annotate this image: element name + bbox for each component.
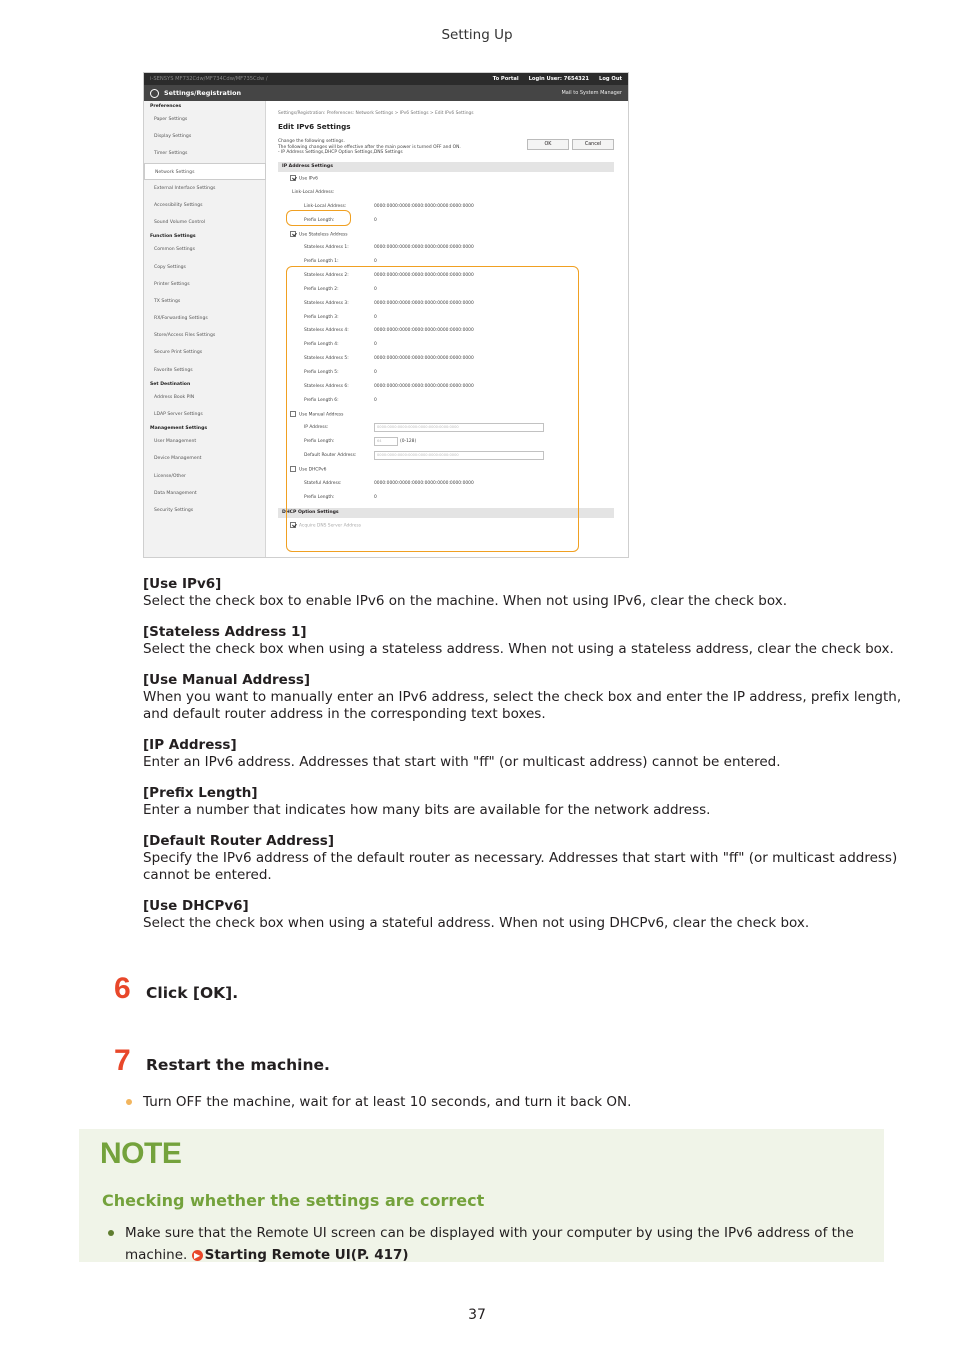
definition-term: [Stateless Address 1] xyxy=(143,624,307,640)
step-number: 7 xyxy=(114,1044,131,1077)
bullet-dot-icon xyxy=(126,1099,132,1105)
running-header: Setting Up xyxy=(441,27,513,43)
sidebar-item[interactable]: TX Settings xyxy=(154,298,181,304)
restart-bullet xyxy=(126,1094,631,1110)
breadcrumb: Settings/Registration: Preferences: Network Settings > IPv6 Settings > Edit IPv6 Settings xyxy=(278,111,474,116)
bullet-dot-icon xyxy=(108,1230,114,1236)
ip-address-label: IP Address: xyxy=(304,425,329,431)
stateless-prefix-value: 0 xyxy=(374,342,377,348)
note-heading: NOTE xyxy=(100,1137,182,1170)
highlight-address-block xyxy=(286,266,579,552)
link-arrow-icon: ▶ xyxy=(192,1250,203,1261)
definition-item xyxy=(143,737,903,771)
definition-list xyxy=(143,576,903,946)
sidebar-group: Preferences xyxy=(150,104,182,109)
use-stateless-label: Use Stateless Address xyxy=(299,232,348,238)
use-stateless-checkbox[interactable] xyxy=(290,231,296,237)
router-address-input[interactable]: 0000:0000:0000:0000:0000:0000:0000:0000 xyxy=(374,451,544,460)
definition-item xyxy=(143,785,903,819)
definition-term: [Default Router Address] xyxy=(143,833,334,849)
stateful-prefix-label: Prefix Length: xyxy=(304,494,335,500)
definition-item xyxy=(143,898,903,932)
definition-desc: Enter a number that indicates how many bits are available for the network address. xyxy=(143,802,711,818)
top-bar xyxy=(144,73,628,85)
sidebar-group: Set Destination xyxy=(150,381,191,387)
prefix-length-value: 0 xyxy=(374,217,377,223)
stateful-address-label: Stateful Address: xyxy=(304,480,342,486)
sidebar-item[interactable]: Secure Print Settings xyxy=(154,350,203,356)
note-line: - IP Address Settings,DHCP Option Settings,DNS Settings xyxy=(278,150,403,156)
use-dhcpv6-label: Use DHCPv6 xyxy=(299,467,327,473)
definition-desc: When you want to manually enter an IPv6 address, select the check box and enter the IP address, prefix length, and default router address in the corresponding text boxes. xyxy=(143,689,902,722)
stateless-prefix-value: 0 xyxy=(374,286,377,292)
sidebar-item[interactable]: Paper Settings xyxy=(154,117,188,122)
definition-term: [Use IPv6] xyxy=(143,576,222,592)
stateless-address-value: 0000:0000:0000:0000:0000:0000:0000:0000 xyxy=(374,383,474,389)
cancel-button[interactable]: Cancel xyxy=(572,139,614,150)
stateless-address-value: 0000:0000:0000:0000:0000:0000:0000:0000 xyxy=(374,300,474,306)
stateless-address-label: Stateless Address 4: xyxy=(304,328,349,334)
device-name: i-SENSYS MF732Cdw/MF734Cdw/MF735Cdw / xyxy=(150,76,268,82)
stateless-prefix-label: Prefix Length 1: xyxy=(304,259,339,265)
note-subheading: Checking whether the settings are correct xyxy=(102,1191,485,1210)
stateless-prefix-value: 0 xyxy=(374,370,377,376)
sidebar-item[interactable]: LDAP Server Settings xyxy=(154,412,203,417)
link-local-group-label: Link-Local Address: xyxy=(292,190,335,196)
stateful-address-value: 0000:0000:0000:0000:0000:0000:0000:0000 xyxy=(374,480,474,486)
stateless-prefix-label: Prefix Length 5: xyxy=(304,370,339,376)
definition-item xyxy=(143,624,903,658)
stateless-address-value: 0000:0000:0000:0000:0000:0000:0000:0000 xyxy=(374,328,474,334)
settings-icon xyxy=(150,89,159,98)
stateless-prefix-label: Prefix Length 3: xyxy=(304,314,339,320)
note-text: Make sure that the Remote UI screen can be displayed with your computer by using the IPv6 address of the machine. xyxy=(125,1225,854,1263)
definition-item xyxy=(143,833,903,884)
use-ipv6-checkbox[interactable] xyxy=(290,175,296,181)
stateless-prefix-label: Prefix Length 4: xyxy=(304,342,339,348)
sidebar-item[interactable]: Favorite Settings xyxy=(154,367,193,373)
stateless-address-value: 0000:0000:0000:0000:0000:0000:0000:0000 xyxy=(374,356,474,362)
sidebar-item[interactable]: User Management xyxy=(154,439,197,445)
note-line: Change the following settings. xyxy=(278,139,345,144)
note-box xyxy=(79,1129,884,1262)
step-text: Click [OK]. xyxy=(146,984,239,1002)
note-body xyxy=(125,1222,865,1266)
page-title: Edit IPv6 Settings xyxy=(278,122,351,131)
title-bar xyxy=(144,85,628,101)
definition-item xyxy=(143,672,903,723)
stateless-address-label: Stateless Address 2: xyxy=(304,273,349,279)
definition-term: [Use DHCPv6] xyxy=(143,898,249,914)
to-portal-link[interactable]: To Portal xyxy=(492,76,519,82)
definition-term: [IP Address] xyxy=(143,737,237,753)
login-user: Login User: 7654321 xyxy=(528,76,590,82)
sidebar-group: Management Settings xyxy=(150,426,208,432)
mail-system-manager-link[interactable]: Mail to System Manager xyxy=(561,90,622,96)
stateless-address-label: Stateless Address 3: xyxy=(304,300,349,306)
stateless-address-value: 0000:0000:0000:0000:0000:0000:0000:0000 xyxy=(374,273,474,279)
sidebar-item[interactable]: Common Settings xyxy=(154,247,195,253)
sidebar-item[interactable]: Security Settings xyxy=(154,507,194,513)
prefix-length-label: Prefix Length: xyxy=(304,217,335,223)
sidebar-item[interactable]: License/Other xyxy=(154,473,186,479)
manual-prefix-label: Prefix Length: xyxy=(304,439,335,445)
acquire-dns-label: Acquire DNS Server Address xyxy=(299,523,362,529)
dhcp-option-settings-header: DHCP Option Settings xyxy=(278,508,614,518)
sidebar-item[interactable]: Store/Access Files Settings xyxy=(154,333,216,339)
sidebar-item[interactable]: Address Book PIN xyxy=(154,394,195,400)
manual-prefix-range: (0-128) xyxy=(400,439,417,445)
ok-button[interactable]: OK xyxy=(527,139,569,150)
definition-desc: Select the check box when using a stateful address. When not using DHCPv6, clear the check box. xyxy=(143,915,810,931)
step-number: 6 xyxy=(114,972,131,1005)
stateless-prefix-value: 0 xyxy=(374,397,377,403)
bullet-text: Turn OFF the machine, wait for at least 10 seconds, and turn it back ON. xyxy=(143,1094,632,1110)
sidebar-item[interactable]: Printer Settings xyxy=(154,281,190,287)
stateless-address-value: 0000:0000:0000:0000:0000:0000:0000:0000 xyxy=(374,245,474,251)
step-7 xyxy=(114,1044,330,1078)
highlight-use-ipv6 xyxy=(286,210,351,226)
ip-address-input[interactable]: 0000:0000:0000:0000:0000:0000:0000:0000 xyxy=(374,423,544,432)
stateful-prefix-value: 0 xyxy=(374,494,377,500)
use-manual-label: Use Manual Address xyxy=(299,412,344,418)
remote-ui-link[interactable]: Starting Remote UI(P. 417) xyxy=(204,1247,409,1263)
ip-address-settings-header: IP Address Settings xyxy=(278,162,614,172)
sidebar-group: Function Settings xyxy=(150,234,196,240)
link-local-value: 0000:0000:0000:0000:0000:0000:0000:0000 xyxy=(374,203,474,209)
sidebar-item[interactable]: External Interface Settings xyxy=(154,185,216,191)
sidebar-item[interactable]: Copy Settings xyxy=(154,264,186,270)
step-6 xyxy=(114,972,238,1006)
logout-link[interactable]: Log Out xyxy=(599,76,622,82)
definition-desc: Select the check box when using a stateless address. When not using a stateless address, clear the check box. xyxy=(143,641,894,657)
stateless-address-label: Stateless Address 5: xyxy=(304,356,349,362)
sidebar-item[interactable]: Accessibility Settings xyxy=(154,202,203,208)
definition-term: [Prefix Length] xyxy=(143,785,258,801)
definition-desc: Specify the IPv6 address of the default router as necessary. Addresses that start with "ff" (or multicast address) cannot be entered. xyxy=(143,850,898,883)
sidebar-item[interactable]: Timer Settings xyxy=(154,151,188,157)
stateless-prefix-label: Prefix Length 2: xyxy=(304,286,339,292)
stateless-prefix-label: Prefix Length 6: xyxy=(304,397,339,403)
definition-desc: Select the check box to enable IPv6 on the machine. When not using IPv6, clear the check box. xyxy=(143,593,787,609)
sidebar-item[interactable]: Network Settings xyxy=(144,163,266,180)
definition-item xyxy=(143,576,903,610)
sidebar xyxy=(144,101,266,557)
link-local-label: Link-Local Address: xyxy=(304,203,347,209)
manual-prefix-input[interactable]: 64 xyxy=(374,437,398,446)
page-number: 37 xyxy=(468,1307,486,1323)
router-address-label: Default Router Address: xyxy=(304,453,357,459)
app-title: Settings/Registration xyxy=(164,89,242,97)
settings-screenshot xyxy=(143,72,629,558)
use-ipv6-label: Use IPv6 xyxy=(299,176,318,182)
sidebar-item[interactable]: RX/Forwarding Settings xyxy=(154,316,208,322)
stateless-address-label: Stateless Address 6: xyxy=(304,383,349,389)
definition-term: [Use Manual Address] xyxy=(143,672,311,688)
step-text: Restart the machine. xyxy=(146,1056,330,1074)
main-panel xyxy=(278,101,614,557)
stateless-address-label: Stateless Address 1: xyxy=(304,245,349,251)
sidebar-item[interactable]: Display Settings xyxy=(154,134,192,140)
sidebar-item[interactable]: Data Management xyxy=(154,490,197,496)
sidebar-item[interactable]: Sound Volume Control xyxy=(154,220,206,226)
change-note xyxy=(278,139,538,156)
stateless-prefix-value: 0 xyxy=(374,314,377,320)
definition-desc: Enter an IPv6 address. Addresses that start with "ff" (or multicast address) cannot be entered. xyxy=(143,754,781,770)
sidebar-item[interactable]: Device Management xyxy=(154,456,202,462)
note-line: The following changes will be effective after the main power is turned OFF and ON. xyxy=(278,144,461,150)
stateless-prefix-value: 0 xyxy=(374,259,377,265)
